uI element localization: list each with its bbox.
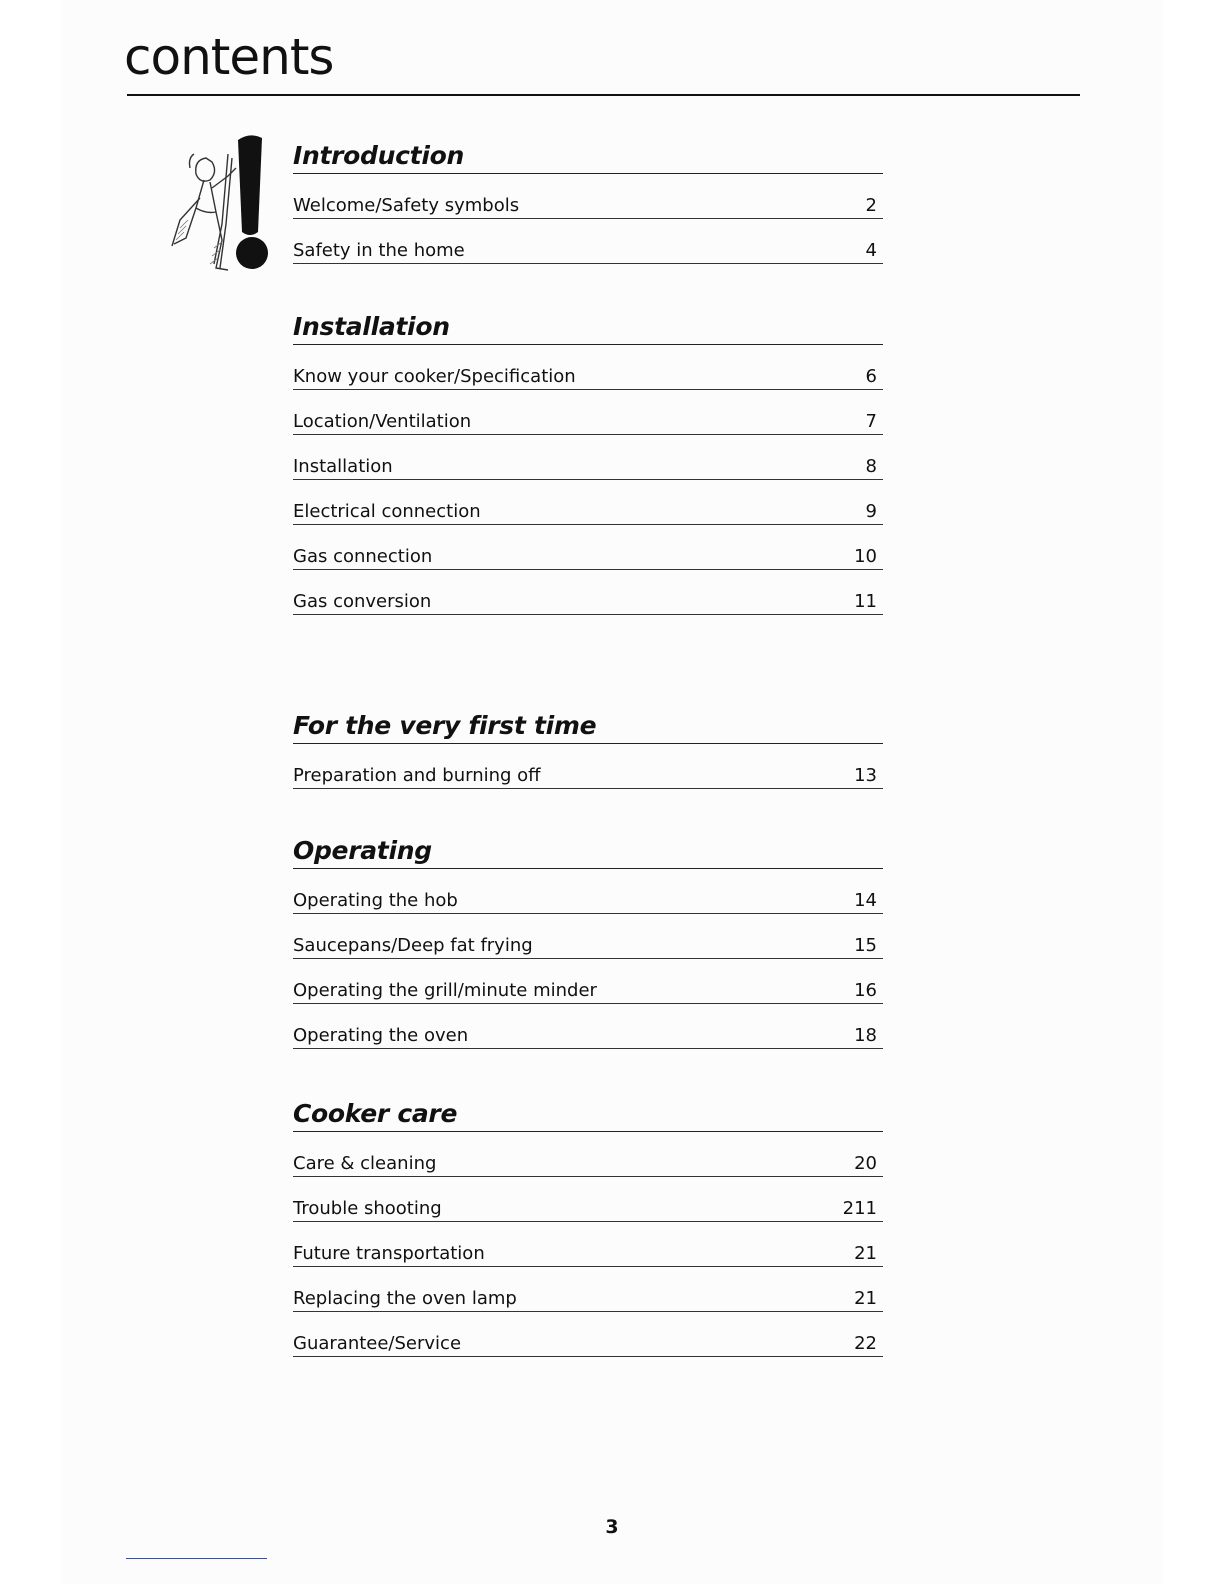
section-title: For the very first time xyxy=(293,709,883,744)
entry-page: 21 xyxy=(854,1243,877,1264)
section-title: Introduction xyxy=(293,139,883,174)
toc-entry[interactable] xyxy=(293,959,883,1004)
entry-page: 9 xyxy=(865,501,877,522)
page-number: 3 xyxy=(605,1516,619,1538)
entry-page: 8 xyxy=(865,456,877,477)
toc-entry[interactable] xyxy=(293,744,883,789)
entry-page: 14 xyxy=(854,890,877,911)
entry-label: Gas connection xyxy=(293,546,433,567)
entry-page: 2 xyxy=(865,195,877,216)
entry-page: 15 xyxy=(854,935,877,956)
entry-label: Location/Ventilation xyxy=(293,411,472,432)
toc-entry[interactable] xyxy=(293,219,883,264)
toc-entry[interactable] xyxy=(293,174,883,219)
toc-entry[interactable] xyxy=(293,1222,883,1267)
entry-page: 20 xyxy=(854,1153,877,1174)
toc-entry[interactable] xyxy=(293,1004,883,1049)
toc-entry[interactable] xyxy=(293,390,883,435)
entry-page: 13 xyxy=(854,765,877,786)
toc-section-installation xyxy=(293,310,883,615)
entry-page: 22 xyxy=(854,1333,877,1354)
entry-page: 4 xyxy=(865,240,877,261)
section-title: Cooker care xyxy=(293,1097,883,1132)
footer-rule xyxy=(126,1558,267,1559)
entry-label: Safety in the home xyxy=(293,240,465,261)
entry-label: Preparation and burning off xyxy=(293,765,541,786)
toc-section-introduction xyxy=(293,139,883,264)
entry-label: Saucepans/Deep fat frying xyxy=(293,935,533,956)
toc-entry[interactable] xyxy=(293,914,883,959)
toc-entry[interactable] xyxy=(293,1267,883,1312)
toc-entry[interactable] xyxy=(293,345,883,390)
entry-page: 6 xyxy=(865,366,877,387)
toc-section-first-time xyxy=(293,709,883,789)
page-title: contents xyxy=(124,28,334,86)
section-title: Operating xyxy=(293,834,883,869)
entry-label: Replacing the oven lamp xyxy=(293,1288,517,1309)
entry-label: Gas conversion xyxy=(293,591,432,612)
entry-page: 21 xyxy=(854,1288,877,1309)
toc-entry[interactable] xyxy=(293,1132,883,1177)
entry-label: Know your cooker/Specification xyxy=(293,366,576,387)
toc-entry[interactable] xyxy=(293,480,883,525)
entry-label: Trouble shooting xyxy=(293,1198,442,1219)
entry-label: Operating the grill/minute minder xyxy=(293,980,597,1001)
entry-page: 11 xyxy=(854,591,877,612)
entry-label: Care & cleaning xyxy=(293,1153,437,1174)
entry-label: Future transportation xyxy=(293,1243,485,1264)
entry-label: Operating the hob xyxy=(293,890,458,911)
entry-page: 18 xyxy=(854,1025,877,1046)
entry-label: Installation xyxy=(293,456,393,477)
entry-label: Guarantee/Service xyxy=(293,1333,462,1354)
entry-label: Welcome/Safety symbols xyxy=(293,195,520,216)
section-title: Installation xyxy=(293,310,883,345)
entry-page: 211 xyxy=(842,1198,877,1219)
warning-exclamation-figure-icon xyxy=(166,128,276,276)
toc-entry[interactable] xyxy=(293,1177,883,1222)
toc-section-operating xyxy=(293,834,883,1049)
entry-page: 10 xyxy=(854,546,877,567)
entry-label: Operating the oven xyxy=(293,1025,469,1046)
toc-entry[interactable] xyxy=(293,869,883,914)
toc-section-cooker-care xyxy=(293,1097,883,1357)
toc-entry[interactable] xyxy=(293,570,883,615)
toc-entry[interactable] xyxy=(293,435,883,480)
entry-label: Electrical connection xyxy=(293,501,481,522)
entry-page: 16 xyxy=(854,980,877,1001)
title-divider xyxy=(127,94,1080,96)
toc-entry[interactable] xyxy=(293,1312,883,1357)
entry-page: 7 xyxy=(865,411,877,432)
toc-entry[interactable] xyxy=(293,525,883,570)
